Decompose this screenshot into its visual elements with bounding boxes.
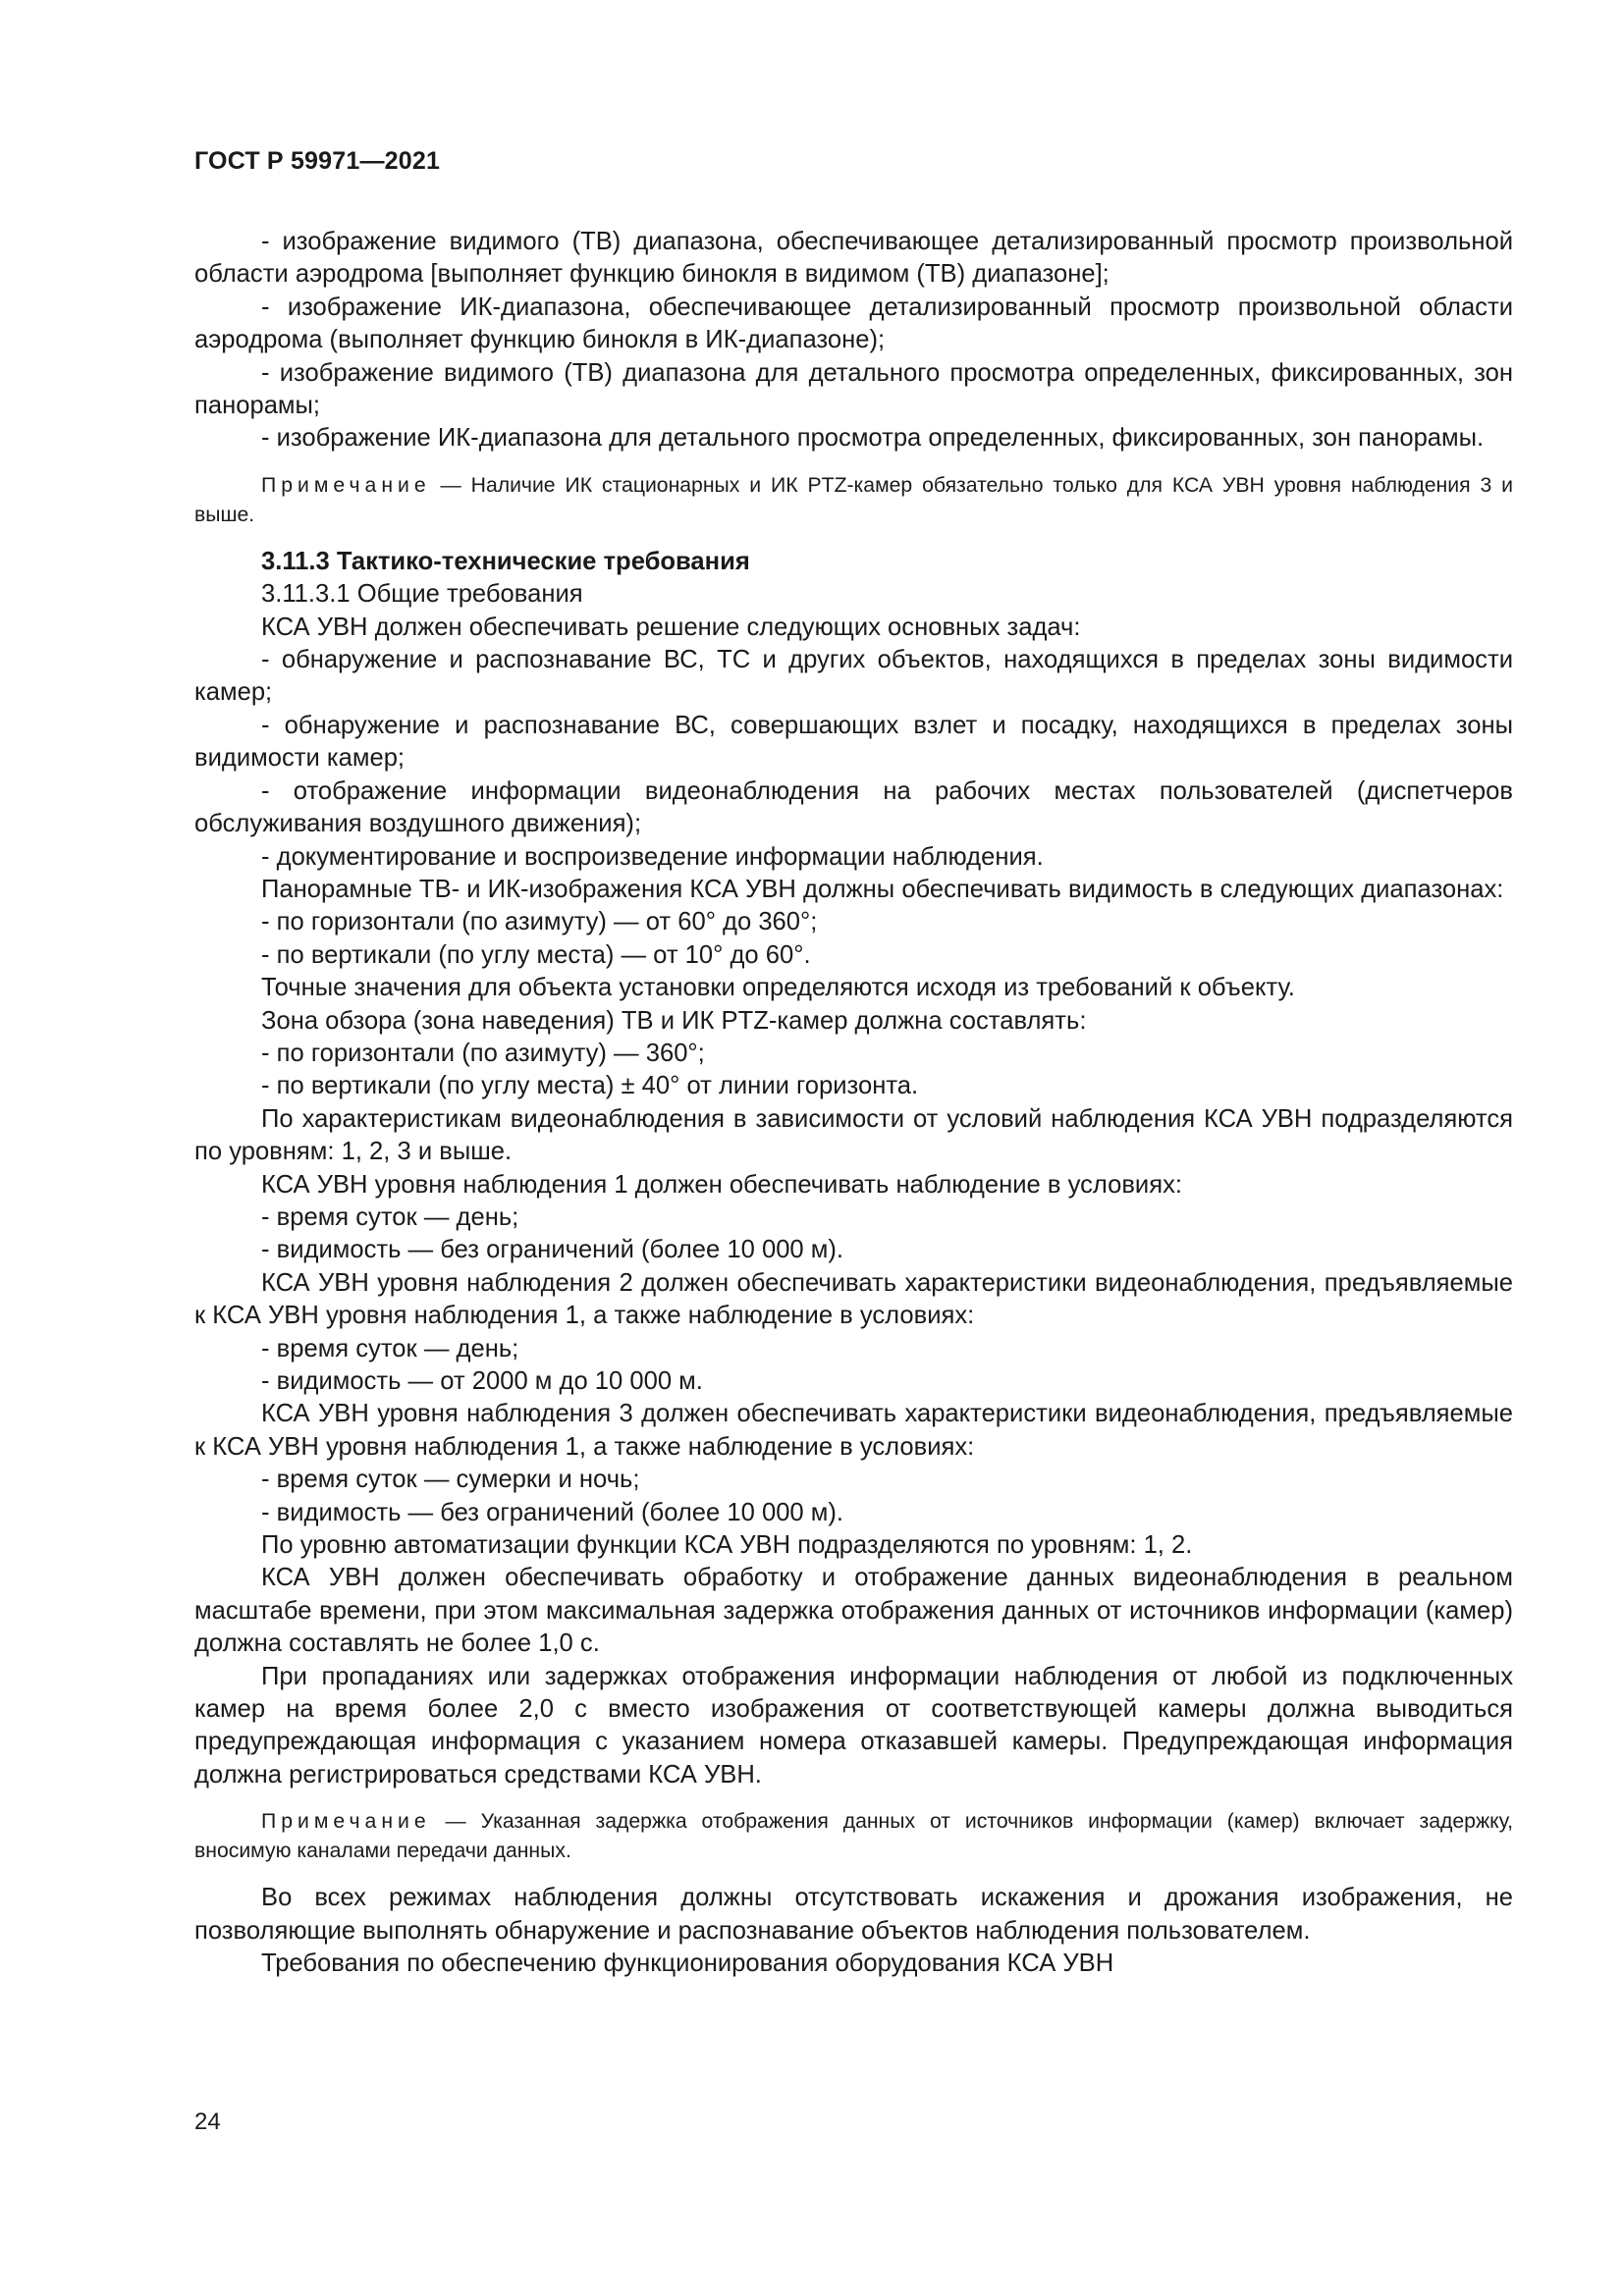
paragraph: Требования по обеспечению функционирования оборудования КСА УВН — [261, 1949, 1114, 1978]
paragraph: При пропаданиях или задержках отображения информации наблюдения от любой из подключенных камер на время более 2,0 с вместо изображения от соответствующей камеры должна выводиться предупреждающая информация с указанием номера отказавшей камеры. Предупреждающая информация должна регистрироваться средствами КСА УВН. — [194, 1662, 1513, 1789]
list-item: - видимость — без ограничений (более 10 000 м). — [261, 1498, 844, 1526]
paragraph: Панорамные ТВ- и ИК-изображения КСА УВН должны обеспечивать видимость в следующих диапазонах: — [261, 875, 1504, 903]
list-item: - время суток — день; — [261, 1334, 519, 1362]
list-item: - отображение информации видеонаблюдения на рабочих местах пользователей (диспетчеров обслуживания воздушного движения); — [194, 776, 1513, 838]
note — [194, 1807, 1513, 1866]
list-item: - время суток — сумерки и ночь; — [261, 1466, 640, 1494]
document-code: ГОСТ Р 59971—2021 — [194, 147, 441, 175]
list-item: - обнаружение и распознавание ВС, ТС и других объектов, находящихся в пределах зоны видимости камер; — [194, 646, 1513, 707]
note-text: — Наличие ИК стационарных и ИК PTZ-камер обязательно только для КСА УВН уровня наблюдения 3 и выше. — [194, 473, 1513, 526]
list-item: - документирование и воспроизведение информации наблюдения. — [261, 842, 1044, 871]
paragraph: КСА УВН уровня наблюдения 3 должен обеспечивать характеристики видеонаблюдения, предъявляемые к КСА УВН уровня наблюдения 1, а также наблюдение в условиях: — [194, 1400, 1513, 1461]
list-item: - по горизонтали (по азимуту) — 360°; — [261, 1039, 705, 1067]
subsection-heading: 3.11.3.1 Общие требования — [261, 580, 583, 609]
list-item: - видимость — без ограничений (более 10 000 м). — [261, 1236, 844, 1264]
list-item: - обнаружение и распознавание ВС, совершающих взлет и посадку, находящихся в пределах зоны видимости камер; — [194, 711, 1513, 773]
paragraph: КСА УВН уровня наблюдения 2 должен обеспечивать характеристики видеонаблюдения, предъявляемые к КСА УВН уровня наблюдения 1, а также наблюдение в условиях: — [194, 1268, 1513, 1330]
list-item: - видимость — от 2000 м до 10 000 м. — [261, 1367, 703, 1395]
list-item: - по горизонтали (по азимуту) — от 60° до 360°; — [261, 908, 818, 936]
paragraph: Во всех режимах наблюдения должны отсутствовать искажения и дрожания изображения, не позволяющие выполнять обнаружение и распознавание объектов наблюдения пользователем. — [194, 1884, 1513, 1945]
note — [194, 471, 1513, 530]
paragraph: Точные значения для объекта установки определяются исходя из требований к объекту. — [261, 974, 1295, 1002]
paragraph: КСА УВН должен обеспечивать обработку и отображение данных видеонаблюдения в реальном масштабе времени, при этом максимальная задержка отображения данных от источников информации (камер) должна составлять не более 1,0 с. — [194, 1564, 1513, 1658]
document-body — [194, 226, 1513, 1981]
note-label: Примечание — [261, 1810, 431, 1834]
paragraph: По характеристикам видеонаблюдения в зависимости от условий наблюдения КСА УВН подразделяются по уровням: 1, 2, 3 и выше. — [194, 1104, 1513, 1166]
list-item: - по вертикали (по углу места) ± 40° от линии горизонта. — [261, 1072, 919, 1100]
list-item: - время суток — день; — [261, 1202, 519, 1231]
list-item: - по вертикали (по углу места) — от 10° до 60°. — [261, 940, 811, 969]
paragraph: КСА УВН уровня наблюдения 1 должен обеспечивать наблюдение в условиях: — [261, 1170, 1182, 1199]
note-text: — Указанная задержка отображения данных от источников информации (камер) включает задержку, вносимую каналами передачи данных. — [194, 1810, 1513, 1863]
paragraph: По уровню автоматизации функции КСА УВН подразделяются по уровням: 1, 2. — [261, 1531, 1193, 1560]
section-heading: 3.11.3 Тактико-технические требования — [261, 547, 750, 575]
list-item: - изображение видимого (ТВ) диапазона, обеспечивающее детализированный просмотр произвольной области аэродрома [выполняет функцию бинокля в видимом (ТВ) диапазоне]; — [194, 228, 1513, 289]
list-item: - изображение ИК-диапазона для детального просмотра определенных, фиксированных, зон панорамы. — [261, 424, 1485, 453]
list-item: - изображение видимого (ТВ) диапазона для детального просмотра определенных, фиксированных, зон панорамы; — [194, 358, 1513, 420]
page-number: 24 — [194, 2109, 221, 2135]
paragraph: Зона обзора (зона наведения) ТВ и ИК PTZ-камер должна составлять: — [261, 1006, 1087, 1035]
note-label: Примечание — [261, 473, 431, 497]
paragraph: КСА УВН должен обеспечивать решение следующих основных задач: — [261, 613, 1081, 641]
list-item: - изображение ИК-диапазона, обеспечивающее детализированный просмотр произвольной области аэродрома (выполняет функцию бинокля в ИК-диапазоне); — [194, 293, 1513, 354]
